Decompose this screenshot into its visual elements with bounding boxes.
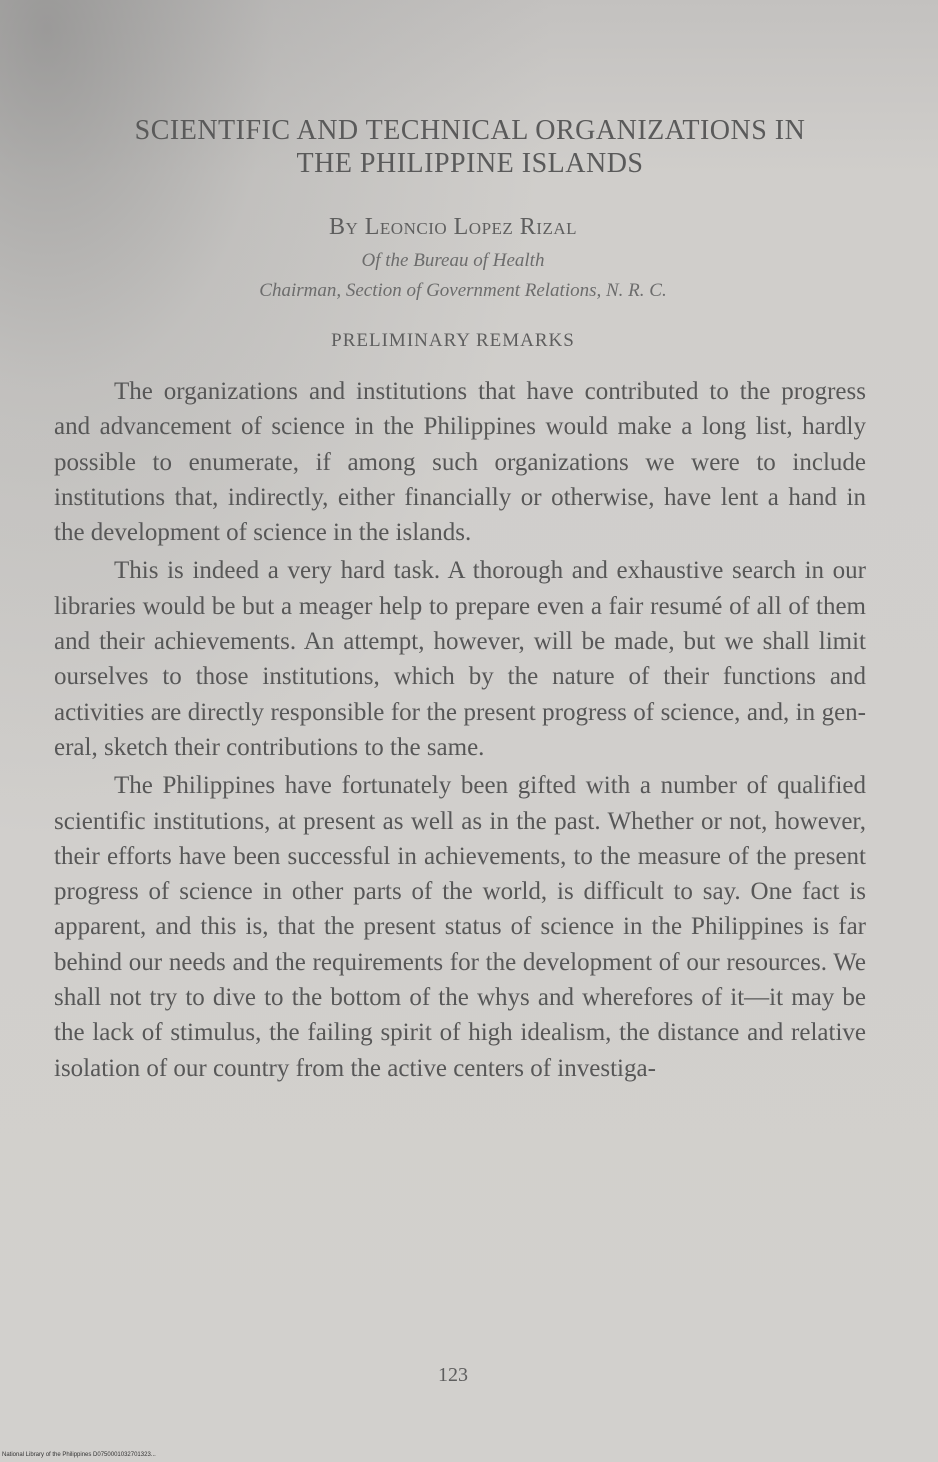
page-number: 123 (438, 1364, 468, 1386)
title-line-2: THE PHILIPPINE ISLANDS (296, 148, 644, 179)
paragraph-1: The organizations and institutions that have contributed to the progress and advancement of science in the Philippines would make a long list, hardly possible to enumerate, if among such organizations we were to include institutions that, indirectly, either financially or otherwise, have lent a hand in the development of science in the islands. (54, 378, 866, 547)
article-body (54, 374, 866, 1089)
author-affiliation: Of the Bureau of Health (361, 250, 545, 271)
paragraph-2: This is indeed a very hard task. A thorough and exhaustive search in our libraries would be but a meager help to prepare even a fair resumé of all of them and their achievements. An attempt, however, will be made, but we shall limit ourselves to those institutions, which by the nature of their functions and activities are directly responsible for the present progress of science, and, in general, sketch their contributions to the same. (54, 557, 866, 761)
section-heading: PRELIMINARY REMARKS (331, 330, 575, 351)
scan-credit: National Library of the Philippines D0750001032701323... (2, 1452, 156, 1458)
author-byline: By Leoncio Lopez Rizal (328, 214, 578, 240)
paragraph-3: The Philippines have fortunately been gifted with a number of qualified scientific institutions, at present as well as in the past. Whether or not, however, their efforts have been successful in achievements, to the measure of the present progress of science in other parts of the world, is difficult to say. One fact is apparent, and this is, that the present status of science in the Philippines is far behind our needs and the requirements for the development of our resources. We shall not try to dive to the bottom of the whys and wherefores of it—it may be the lack of stimulus, the failing spirit of high idealism, the distance and relative isolation of our country from the active centers of investiga- (54, 772, 866, 1082)
article-title (40, 114, 900, 180)
author-position: Chairman, Section of Government Relations, N. R. C. (259, 280, 667, 301)
title-line-1: SCIENTIFIC AND TECHNICAL ORGANIZATIONS IN (134, 115, 806, 146)
